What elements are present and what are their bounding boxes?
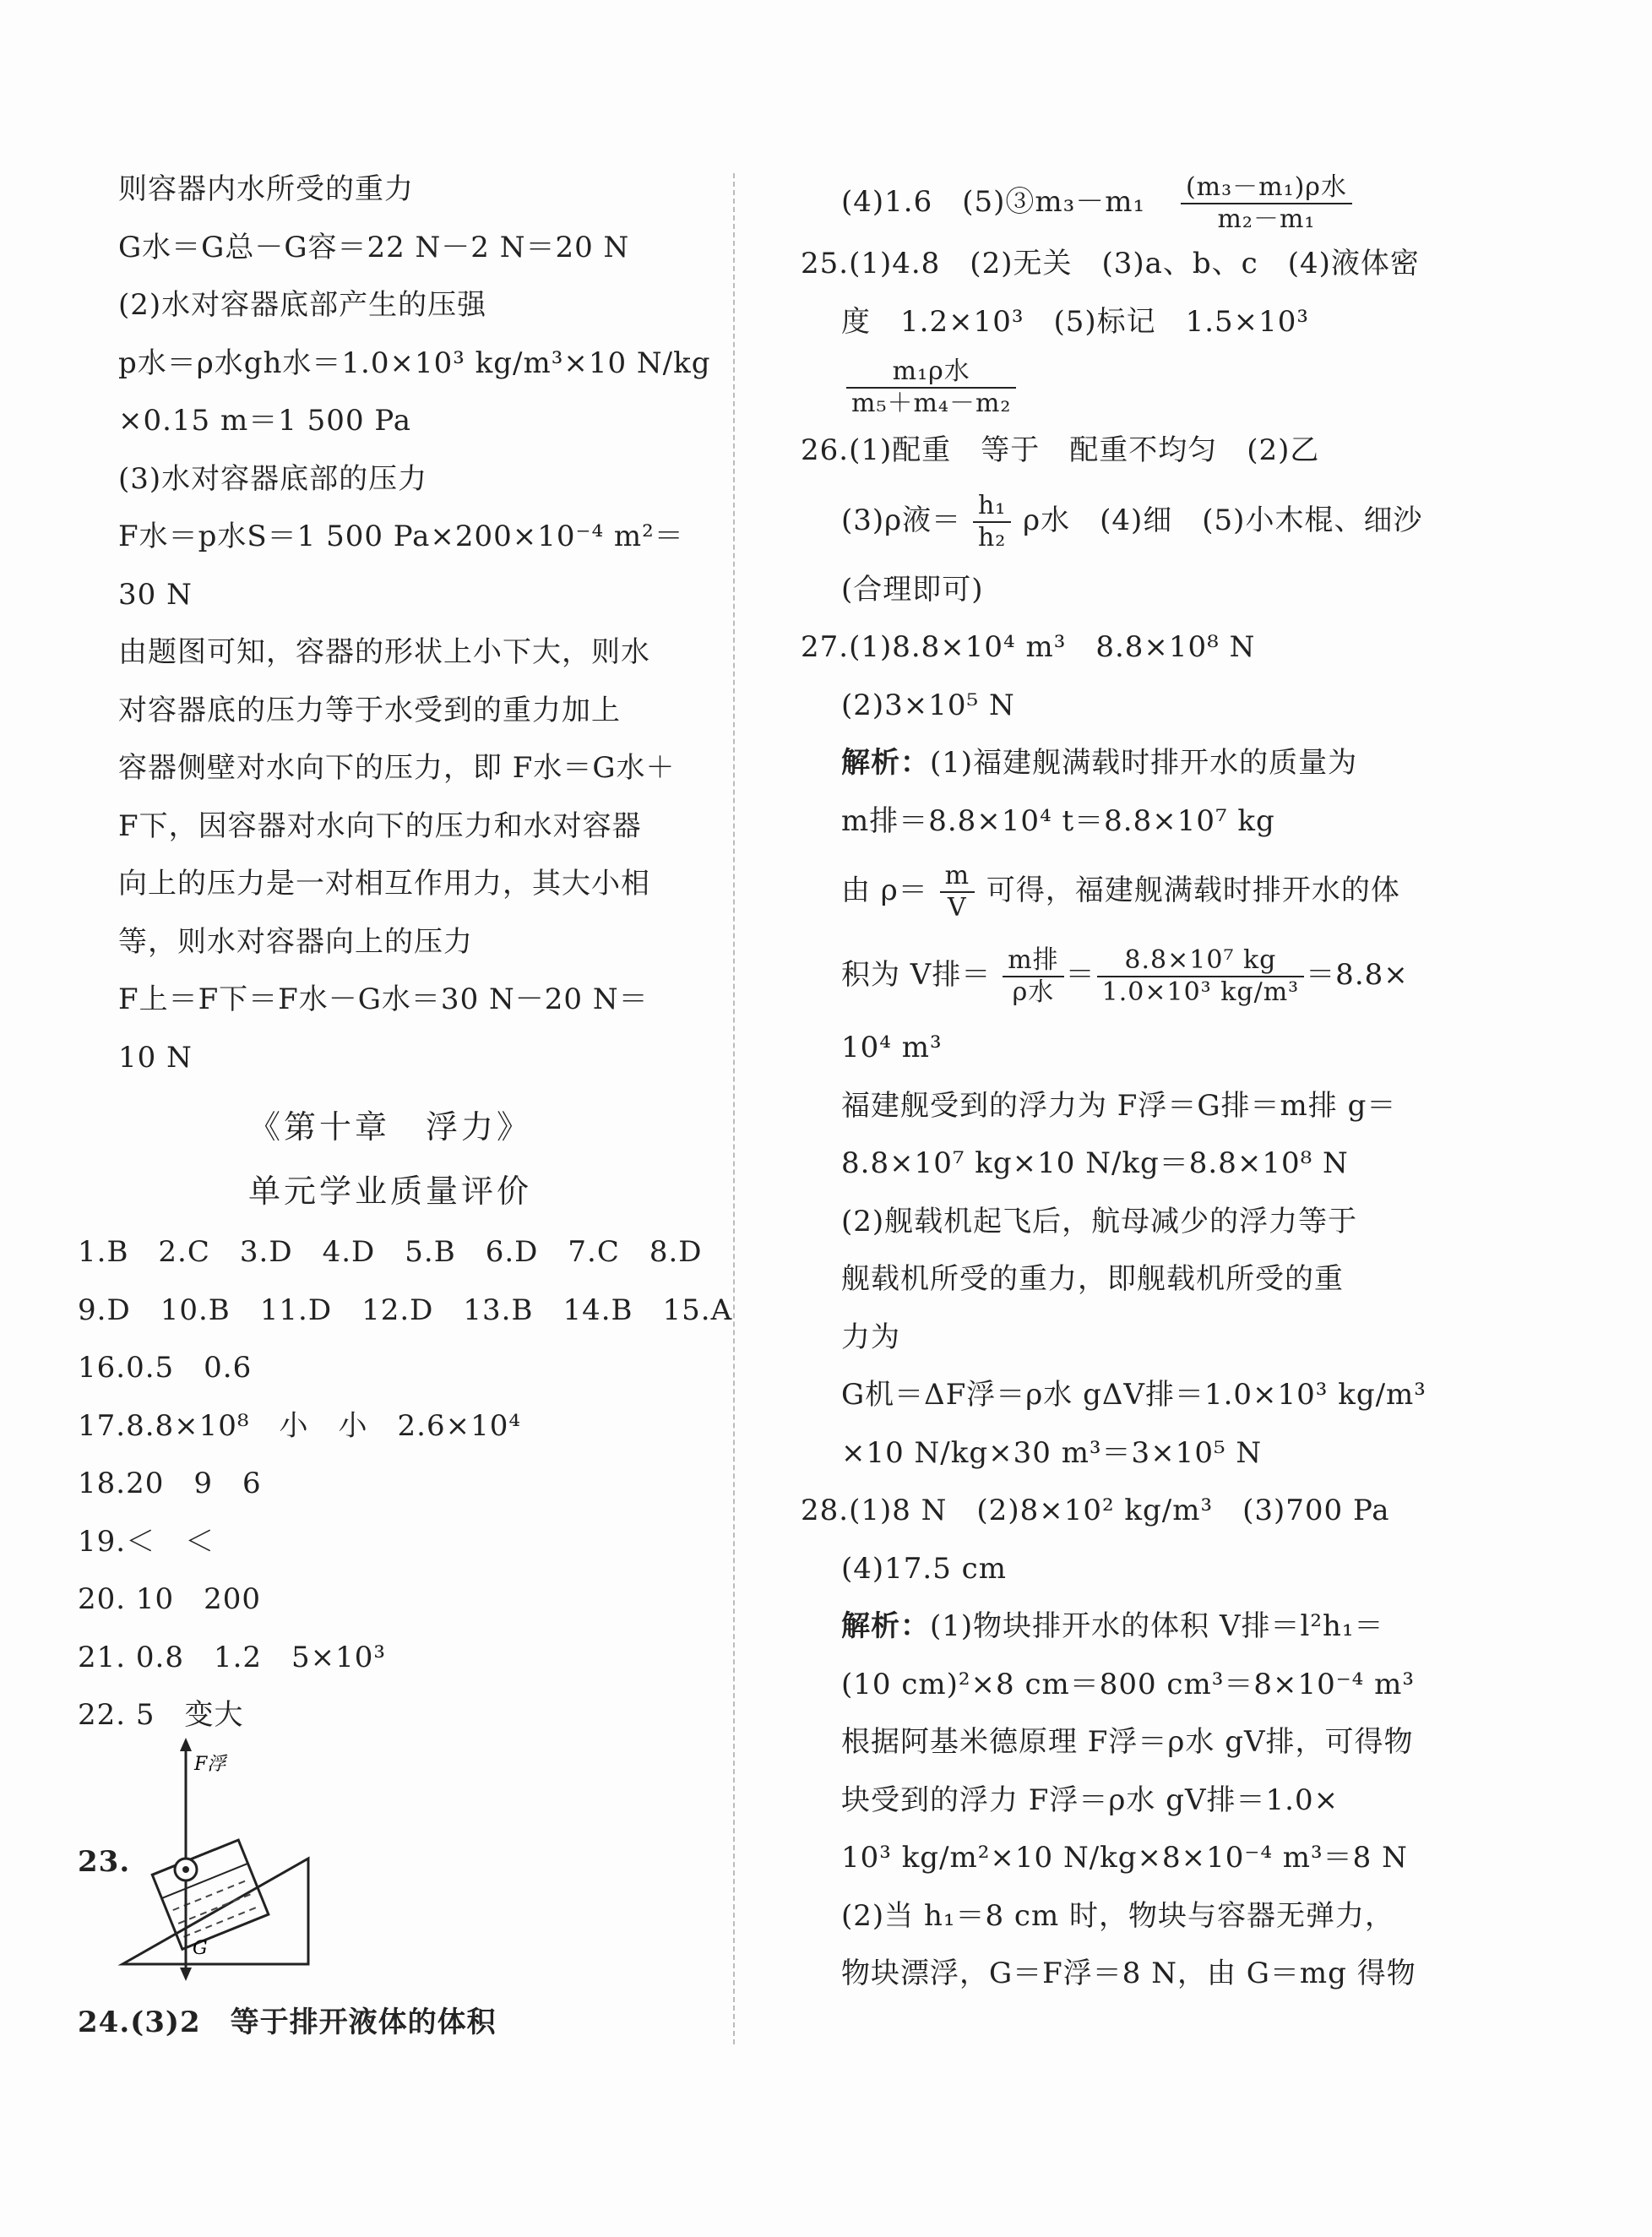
right-column [801,169,1426,2003]
text-span: 由 ρ＝ [841,874,928,907]
fraction-den: 1.0×10³ kg/m³ [1101,977,1300,1007]
answer-28-e: 根据阿基米德原理 F浮＝ρ水 gV排，可得物 [841,1725,1414,1759]
fraction-num: m排 [1003,945,1063,977]
text-line: 10 N [118,1040,193,1075]
section-subtitle: 单元学业质量评价 [247,1173,532,1210]
answer-27-c [801,734,1392,792]
incline-shape [122,1859,308,1964]
text-line: F上＝F下＝F水－G水＝30 N－20 N＝ [118,982,649,1016]
text-line: 向上的压力是一对相互作用力，其大小相 [118,867,650,901]
answer-28-d: (10 cm)²×8 cm＝800 cm³＝8×10⁻⁴ m³ [841,1667,1415,1701]
fraction-den: m₅＋m₄－m₂ [851,389,1012,418]
fraction [1181,172,1352,235]
fraction-den: ρ水 [1012,977,1055,1007]
answer-18: 18.20 9 6 [78,1467,262,1500]
answer-16: 16.0.5 0.6 [78,1351,253,1385]
text-span: (1)物块排开水的体积 V排＝l²h₁＝ [930,1609,1384,1643]
text-line: 对容器底的压力等于水受到的重力加上 [118,693,621,727]
fraction-num: h₁ [973,491,1011,523]
answer-27-g: 10⁴ m³ [841,1031,943,1064]
text-line: (3)水对容器底部的压力 [118,461,428,496]
answer-23-label: 23. [78,1845,131,1879]
fraction-den: V [948,893,967,923]
answer-22: 22. 5 变大 [78,1698,244,1732]
answer-26-a: 26.(1)配重 等于 配重不均匀 (2)乙 [801,433,1320,467]
answer-28-h: (2)当 h₁＝8 cm 时，物块与容器无弹力， [841,1898,1395,1933]
answer-28-i: 物块漂浮，G＝F浮＝8 N，由 G＝mg 得物 [841,1957,1416,1990]
answer-21: 21. 0.8 1.2 5×10³ [78,1640,387,1674]
text-line: 由题图可知，容器的形状上小下大，则水 [118,635,650,669]
text-line: F下，因容器对水向下的压力和水对容器 [118,808,642,843]
analysis-label: 解析： [841,1609,930,1643]
fraction-den: m₂－m₁ [1217,204,1316,234]
text-line: 30 N [118,577,193,612]
answer-17: 17.8.8×10⁸ 小 小 2.6×10⁴ [78,1408,521,1443]
text-line: ×0.15 m＝1 500 Pa [118,404,412,438]
answer-27-l: 力为 [841,1320,900,1354]
column-divider [733,173,735,2044]
answer-26-b [801,480,1423,561]
answer-27-d: m排＝8.8×10⁴ t＝8.8×10⁷ kg [841,803,1275,838]
answer-28-f: 块受到的浮力 F浮＝ρ水 gV排＝1.0× [841,1783,1340,1817]
text-span: 可得，福建舰满载时排开水的体 [986,874,1400,907]
answer-24: 24.(3)2 等于排开液体的体积 [78,2006,497,2039]
answer-27-a: 27.(1)8.8×10⁴ m³ 8.8×10⁸ N [801,630,1256,664]
fraction [846,357,1016,419]
text-span: ＝ [1065,958,1095,992]
label-f-buoyancy: F浮 [194,1754,226,1775]
fraction [940,861,975,923]
text-line: 则容器内水所受的重力 [118,172,414,206]
answer-27-j: (2)舰载机起飞后，航母减少的浮力等于 [841,1204,1358,1238]
answer-25-c [801,351,1392,422]
fraction [1097,945,1305,1008]
fraction [1003,945,1063,1008]
analysis-label: 解析： [841,746,930,780]
fraction-num: 8.8×10⁷ kg [1097,945,1305,977]
answer-26-c: (合理即可) [841,572,984,607]
answer-28-g: 10³ kg/m²×10 N/kg×8×10⁻⁴ m³＝8 N [841,1841,1408,1875]
fraction-num: (m₃－m₁)ρ水 [1181,172,1352,204]
fraction-num: m [940,861,975,893]
answer-27-f [801,931,1409,1019]
section-title: 《第十章 浮力》 [247,1108,532,1146]
container-shape [152,1840,269,1949]
text-line: 等，则水对容器向上的压力 [118,924,473,959]
fraction-den: h₂ [977,522,1007,552]
answer-28-b: (4)17.5 cm [841,1551,1007,1586]
text-line: (2)水对容器底部产生的压强 [118,288,487,322]
answer-19: 19.＜ ＜ [78,1524,215,1559]
text-span: 积为 V排＝ [841,958,992,992]
answer-25-b: 度 1.2×10³ (5)标记 1.5×10³ [841,304,1310,339]
answer-27-i: 8.8×10⁷ kg×10 N/kg＝8.8×10⁸ N [841,1146,1349,1180]
text-span: (1)福建舰满载时排开水的质量为 [930,746,1358,780]
answer-27-n: ×10 N/kg×30 m³＝3×10⁵ N [841,1435,1263,1470]
text-line: 容器侧壁对水向下的压力，即 F水＝G水＋ [118,751,676,785]
answer-28-a: 28.(1)8 N (2)8×10² kg/m³ (3)700 Pa [801,1494,1390,1527]
text-span: (3)ρ液＝ [841,503,962,537]
answer-27-k: 舰载机所受的重力，即舰载机所受的重 [841,1262,1344,1296]
fraction [973,491,1011,553]
text-line: G水＝G总－G容＝22 N－2 N＝20 N [118,230,630,264]
answer-27-b: (2)3×10⁵ N [841,688,1015,722]
buoyancy-figure [118,1736,321,1981]
text-span: ρ水 (4)细 (5)小木棍、细沙 [1023,503,1423,537]
answer-27-e [801,850,1400,931]
left-column [78,161,733,1744]
answer-25-a: 25.(1)4.8 (2)无关 (3)a、b、c (4)液体密 [801,247,1420,280]
answer-27-h: 福建舰受到的浮力为 F浮＝G排＝m排 g＝ [841,1088,1397,1123]
answer-27-m: G机＝ΔF浮＝ρ水 gΔV排＝1.0×10³ kg/m³ [841,1378,1426,1412]
arrow-up-icon [180,1738,192,1751]
text-line: F水＝p水S＝1 500 Pa×200×10⁻⁴ m²＝ [118,520,684,553]
answer-24-cont [801,169,1392,235]
arrow-down-icon [180,1968,192,1981]
text-span: ＝8.8× [1306,958,1409,992]
answer-20: 20. 10 200 [78,1582,262,1616]
fraction-num: m₁ρ水 [846,357,1016,389]
answer-24-cont-text: (4)1.6 (5)③m₃－m₁ [841,185,1146,219]
answers-row-2: 9.D 10.B 11.D 12.D 13.B 14.B 15.A [78,1293,733,1327]
text-line: p水＝ρ水gh水＝1.0×10³ kg/m³×10 N/kg [118,346,711,380]
answers-row-1: 1.B 2.C 3.D 4.D 5.B 6.D 7.C 8.D [78,1235,703,1269]
label-gravity: G [193,1938,208,1959]
answer-28-c [801,1597,1392,1656]
